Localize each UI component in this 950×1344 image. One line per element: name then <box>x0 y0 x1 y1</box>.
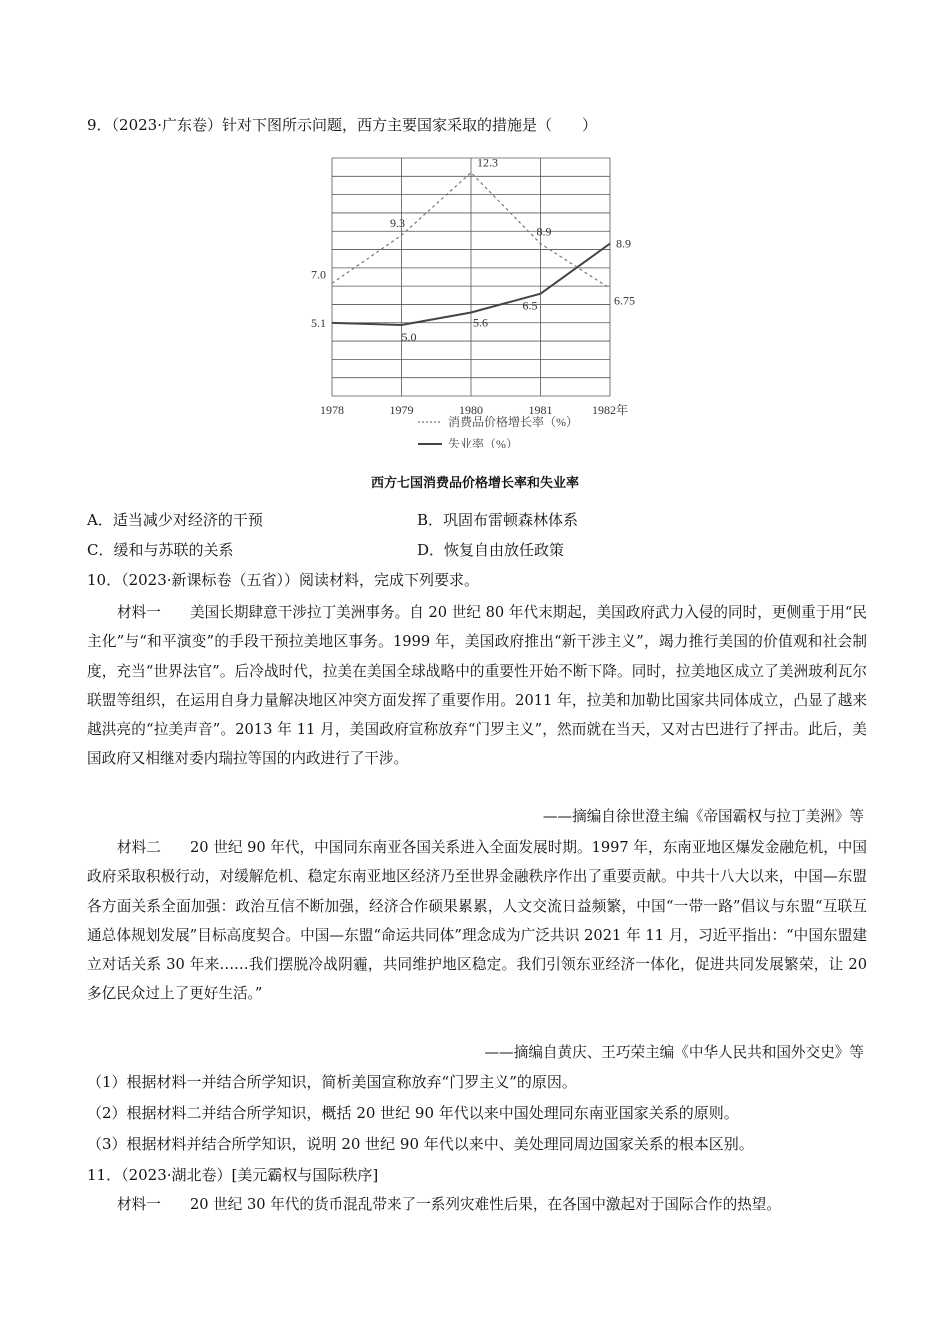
data-label: 5.0 <box>401 330 417 345</box>
question-10-header: 10．（2023·新课标卷（五省））阅读材料，完成下列要求。 <box>87 571 480 589</box>
option-b[interactable]: B．巩固布雷顿森林体系 <box>417 511 579 529</box>
x-tick-label: 1981 <box>528 403 553 417</box>
material-1-paragraph: 材料一 美国长期肆意干涉拉丁美洲事务。自 20 世纪 80 年代末期起，美国政府武力入侵的同时，更侧重于用“民主化”与“和平演变”的手段干预拉美地区事务。1999 年，美国政府推出“新干涉主义”，竭力推行美国的价值观和社会制度，充当“世界法官”。后冷战时代，拉美在美国全球战略中的重要性开始不断下降。同时，拉美地区成立了美洲玻利瓦尔联盟等组织，在运用自身力量解决地区冲突方面发挥了重要作用。2011 年，拉美和加勒比国家共同体成立，凸显了越来越洪亮的“拉美声音”。2013 年 11 月，美国政府宣称放弃“门罗主义”，然而就在当天，又对古巴进行了抨击。此后，美国政府又相继对委内瑞拉等国的内政进行了干涉。 <box>87 604 867 768</box>
legend-label-unemployment: 失业率（%） <box>448 437 518 448</box>
data-label: 6.75 <box>614 293 635 308</box>
question-11-header: 11．（2023·湖北卷）[美元霸权与国际秩序] <box>87 1166 379 1184</box>
legend-label-cpi: 消费品价格增长率（%） <box>448 415 578 429</box>
data-label: 6.5 <box>522 298 538 313</box>
chart-caption: 西方七国消费品价格增长率和失业率 <box>370 476 579 491</box>
option-d[interactable]: D．恢复自由放任政策 <box>417 541 565 559</box>
data-label: 9.3 <box>390 216 405 231</box>
x-tick-label: 1980 <box>459 403 483 417</box>
x-tick-label: 1982年 <box>591 403 629 417</box>
material-1-source: ——摘编自徐世澄主编《帝国霸权与拉丁美洲》等 <box>542 808 864 825</box>
line-chart <box>300 148 660 448</box>
data-label: 7.0 <box>311 267 326 282</box>
x-tick-label: 1978 <box>320 403 344 417</box>
q11-material-1: 材料一 20 世纪 30 年代的货币混乱带来了一系列灾难性后果，在各国中激起对于国际合作的热望。 <box>117 1196 781 1213</box>
x-tick-label: 1979 <box>389 403 414 417</box>
sub-question-1: （1）根据材料一并结合所学知识，简析美国宣称放弃“门罗主义”的原因。 <box>87 1073 577 1091</box>
data-label: 5.6 <box>473 315 488 330</box>
question-9-stem: 9．（2023·广东卷）针对下图所示问题，西方主要国家采取的措施是（ ） <box>87 116 597 134</box>
sub-question-2: （2）根据材料二并结合所学知识，概括 20 世纪 90 年代以来中国处理同东南亚国家关系的原则。 <box>87 1104 739 1122</box>
data-label: 8.9 <box>616 236 631 251</box>
material-2-paragraph: 材料二 20 世纪 90 年代，中国同东南亚各国关系进入全面发展时期。1997 年，东南亚地区爆发金融危机，中国政府采取积极行动，对缓解危机、稳定东南亚地区经济乃至世界金融秩序作出了重要贡献。中共十八大以来，中国—东盟各方面关系全面加强：政治互信不断加强，经济合作硕果累累，人文交流日益频繁，中国“一带一路”倡议与东盟“互联互通总体规划发展”目标高度契合。中国—东盟“命运共同体”理念成为广泛共识 2021 年 11 月，习近平指出：“中国东盟建立对话关系 30 年来……我们摆脱冷战阴霾，共同维护地区稳定。我们引领东亚经济一体化，促进共同发展繁荣，让 20 多亿民众过上了更好生活。” <box>87 839 867 1003</box>
option-c[interactable]: C．缓和与苏联的关系 <box>87 541 234 559</box>
option-a[interactable]: A．适当减少对经济的干预 <box>87 511 263 529</box>
data-label: 5.1 <box>311 315 326 330</box>
data-label: 12.3 <box>477 155 498 170</box>
data-label: 8.9 <box>536 224 552 239</box>
sub-question-3: （3）根据材料并结合所学知识，说明 20 世纪 90 年代以来中、美处理同周边国家关系的根本区别。 <box>87 1135 754 1153</box>
material-2-source: ——摘编自黄庆、王巧荣主编《中华人民共和国外交史》等 <box>484 1044 864 1061</box>
